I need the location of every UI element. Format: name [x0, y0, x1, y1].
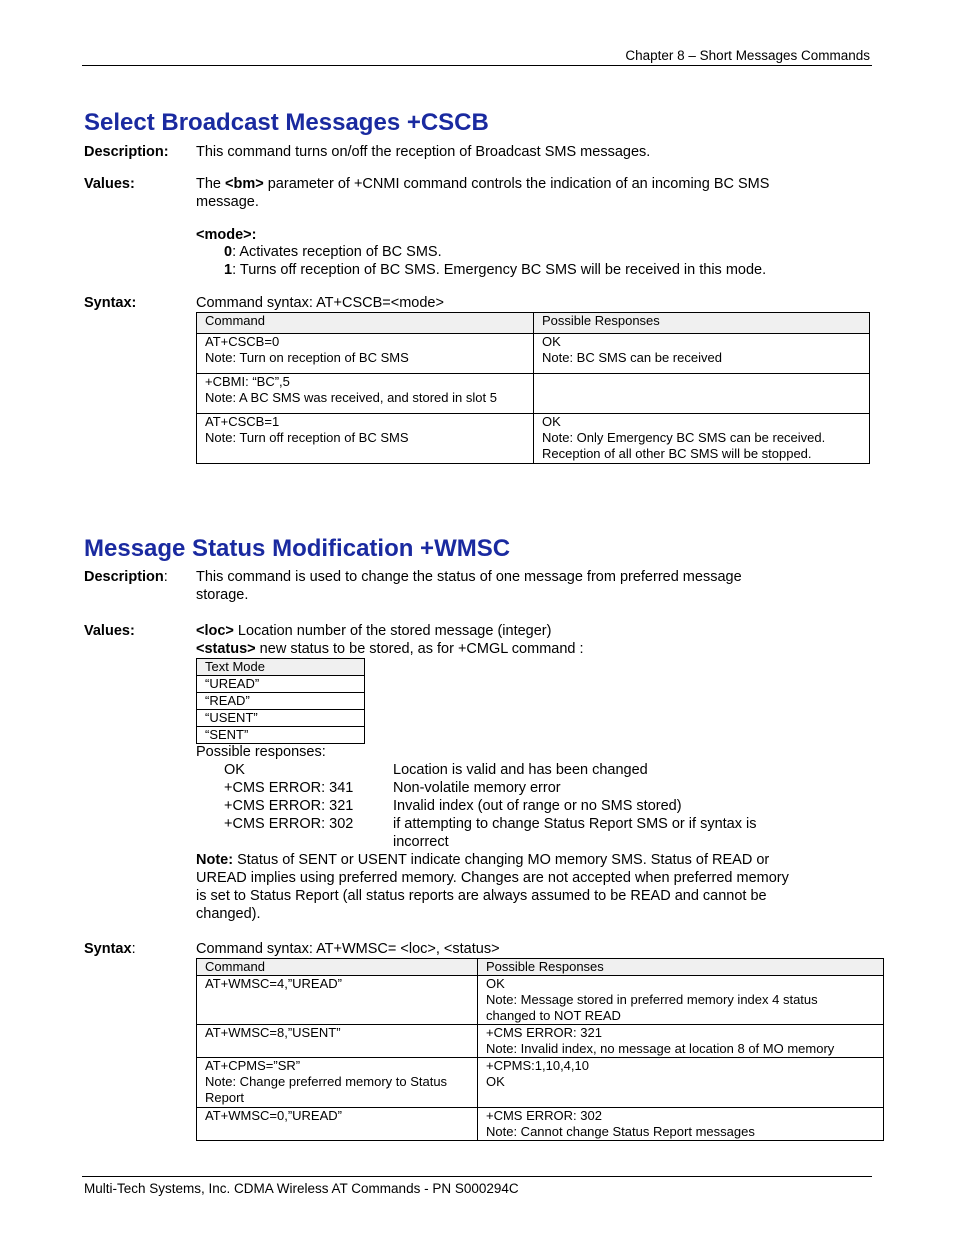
table-row: “UREAD” [197, 676, 365, 693]
description-text: This command turns on/off the reception of Broadcast SMS messages. [196, 144, 651, 160]
values-text: The <bm> parameter of +CNMI command controls the indication of an incoming BC SMS message. [196, 176, 770, 210]
section-title-cscb: Select Broadcast Messages +CSCB [84, 109, 489, 136]
table-row: “USENT” [197, 710, 365, 727]
response-desc: Non-volatile memory error [393, 780, 561, 796]
response-code: +CMS ERROR: 321 [224, 798, 354, 814]
page-header: Chapter 8 – Short Messages Commands [625, 48, 870, 63]
response-code: OK [224, 762, 245, 778]
header-rule [82, 65, 872, 66]
table-header-responses: Possible Responses [534, 313, 870, 334]
response-code: +CMS ERROR: 302 [224, 816, 354, 832]
syntax-text: Command syntax: AT+CSCB=<mode> [196, 295, 444, 311]
description-text: This command is used to change the status of one message from preferred message storage. [196, 569, 742, 603]
response-desc: Location is valid and has been changed [393, 762, 648, 778]
table-row: AT+CSCB=0 Note: Turn on reception of BC SMS OK Note: BC SMS can be received [197, 334, 870, 374]
response-code: +CMS ERROR: 341 [224, 780, 354, 796]
table-row: “SENT” [197, 727, 365, 744]
table-row: AT+CPMS=”SR” Note: Change preferred memory to Status Report +CPMS:1,10,4,10 OK [197, 1058, 884, 1108]
status-value: <status> new status to be stored, as for +CMGL command : [196, 641, 584, 657]
page-footer: Multi-Tech Systems, Inc. CDMA Wireless AT Commands - PN S000294C [84, 1181, 519, 1196]
table-row: AT+WMSC=4,”UREAD” OK Note: Message stored in preferred memory index 4 status changed to NOT READ [197, 976, 884, 1025]
cscb-command-table [196, 312, 870, 464]
mode-label: <mode>: [196, 227, 257, 243]
status-mode-table: Text Mode “UREAD” “READ” “USENT” “SENT” [196, 658, 365, 744]
table-row: +CBMI: “BC”,5 Note: A BC SMS was received, and stored in slot 5 [197, 374, 870, 414]
response-desc: Invalid index (out of range or no SMS stored) [393, 798, 682, 814]
section-title-wmsc: Message Status Modification +WMSC [84, 535, 511, 562]
response-desc: if attempting to change Status Report SMS or if syntax is incorrect [393, 816, 757, 850]
values-label: Values: [84, 176, 135, 192]
description-label: Description: [84, 569, 168, 585]
table-header-command: Command [197, 959, 478, 976]
description-label: Description: [84, 144, 169, 160]
note-paragraph: Note: Status of SENT or USENT indicate changing MO memory SMS. Status of READ or UREAD implies using preferred memory. Changes are not accepted when preferred memory is set to Status Report (all status reports are always assumed to be READ and cannot be changed). [196, 852, 789, 922]
mode-1: 1: Turns off reception of BC SMS. Emergency BC SMS will be received in this mode. [224, 262, 767, 278]
syntax-label: Syntax: [84, 941, 136, 957]
table-header-command: Command [197, 313, 534, 334]
footer-rule [82, 1176, 872, 1177]
loc-value: <loc> Location number of the stored message (integer) [196, 623, 552, 639]
possible-responses-label: Possible responses: [196, 744, 326, 760]
table-row: AT+WMSC=8,”USENT” +CMS ERROR: 321 Note: Invalid index, no message at location 8 of MO memory [197, 1025, 884, 1058]
syntax-label: Syntax: [84, 295, 137, 311]
values-label: Values: [84, 623, 135, 639]
table-row: AT+WMSC=0,”UREAD” +CMS ERROR: 302 Note: Cannot change Status Report messages [197, 1108, 884, 1141]
syntax-text: Command syntax: AT+WMSC= <loc>, <status> [196, 941, 500, 957]
table-row: AT+CSCB=1 Note: Turn off reception of BC SMS OK Note: Only Emergency BC SMS can be received. Reception of all other BC SMS will be stopped. [197, 414, 870, 464]
table-row: “READ” [197, 693, 365, 710]
mode-0: 0: Activates reception of BC SMS. [224, 244, 442, 260]
wmsc-command-table [196, 958, 884, 1141]
table-header-responses: Possible Responses [478, 959, 884, 976]
